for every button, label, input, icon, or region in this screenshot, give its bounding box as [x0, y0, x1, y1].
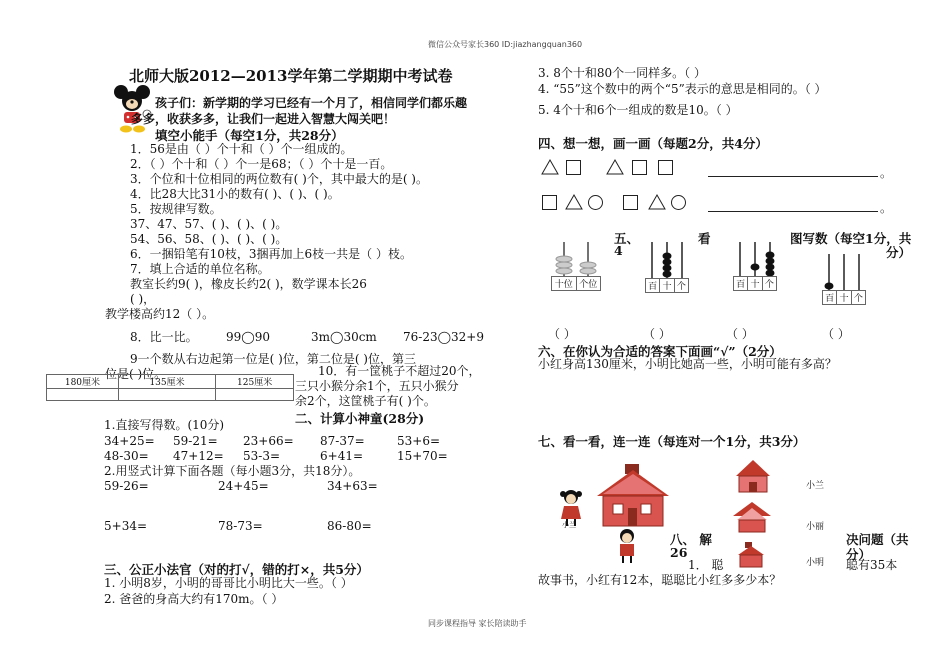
abacus-answer-1[interactable]: （ ） — [548, 327, 576, 341]
q5-row-1: 37、47、57、( )、( )、( )。 — [130, 217, 288, 231]
place-label: 十 — [837, 291, 851, 305]
place-label: 十 — [748, 277, 762, 291]
tent-house-illustration — [734, 458, 772, 494]
abacus-answer-2[interactable]: （ ） — [643, 327, 671, 341]
calc-r4-2: 78-73= — [218, 519, 263, 533]
calc-r1-1: 34+25= — [104, 434, 155, 448]
q8-item-1: 99◯90 — [226, 330, 270, 344]
place-label: 个 — [851, 291, 865, 305]
section5-heading-b: 看 — [698, 231, 711, 246]
abacus-2 — [645, 240, 689, 280]
square-icon — [623, 195, 638, 210]
abacus-1 — [551, 240, 601, 278]
intro-line-1: 孩子们：新学期的学习已经有一个月了，相信同学们都乐趣 — [155, 96, 468, 110]
calc-r1-3: 23+66= — [243, 434, 294, 448]
name-label-2: 小丽 — [806, 522, 825, 532]
place-label: 十位 — [552, 277, 577, 291]
q4-line: 4．比28大比31小的数有( )、( )、( )。 — [130, 187, 340, 201]
calc-r1-4: 87-37= — [320, 434, 365, 448]
calc-r3-2: 24+45= — [218, 479, 269, 493]
abacus-1-labels — [551, 276, 601, 291]
height-answer-3[interactable] — [216, 389, 294, 401]
section6-question: 小红身高130厘米，小明比她高一些，小明可能有多高？ — [538, 357, 837, 371]
q8-label: 8．比一比。 — [130, 330, 198, 344]
section8-q1-b: 聪有35本 — [846, 558, 898, 572]
q3-line: 3．个位和十位相同的两位数有( )个，其中最大的是( )。 — [130, 172, 428, 186]
q7-line: 7．填上合适的单位名称。 — [130, 262, 270, 276]
abacus-2-labels — [645, 278, 689, 293]
section8-heading-d: 分） — [846, 547, 872, 562]
height-answer-2[interactable] — [118, 389, 215, 401]
section3-heading: 三、公正小法官（对的打√，错的打×，共5分） — [104, 562, 369, 577]
height-option-3: 125厘米 — [216, 375, 294, 389]
calc-r2-3: 53-3= — [243, 449, 281, 463]
boy-illustration — [612, 528, 642, 564]
intro-line-2: 多多，收获多多，让我们一起进入智慧大闯关吧！ — [131, 112, 396, 126]
q10-line-3: 余2个，这筐桃子有( )个。 — [295, 394, 436, 408]
square-icon — [632, 160, 647, 175]
calc-r2-2: 47+12= — [173, 449, 224, 463]
section5-heading-a: 五、 — [614, 231, 640, 246]
section5-heading-e: 分） — [886, 245, 912, 260]
triangle-icon — [606, 159, 624, 175]
q7-row-2: ( )， — [130, 292, 156, 306]
judge-5: 5. 4个十和6个一组成的数是10。（ ） — [538, 103, 738, 117]
q8-item-3: 76-23◯32+9 — [403, 330, 484, 344]
row2-end: 。 — [880, 201, 893, 215]
abacus-4 — [822, 252, 866, 292]
q5-line: 5．按规律写数。 — [130, 202, 222, 216]
height-option-2: 135厘米 — [118, 375, 215, 389]
q10-line-2: 三只小猴分余1个，五只小猴分 — [295, 379, 459, 393]
judge-2: 2. 爸爸的身高大约有170m。（ ） — [104, 592, 284, 606]
triangle-icon — [541, 159, 559, 175]
place-label: 个位 — [576, 277, 601, 291]
abacus-4-labels — [822, 290, 866, 305]
abacus-3-labels — [733, 276, 777, 291]
section8-heading-c: 26 — [670, 545, 688, 560]
square-icon — [566, 160, 581, 175]
name-label-1: 小兰 — [806, 481, 825, 491]
judge-3: 3. 8个十和80个一同样多。（ ） — [538, 66, 706, 80]
calc-r2-5: 15+70= — [397, 449, 448, 463]
calc-sub1: 1.直接写得数。(10分) — [104, 418, 225, 432]
section5-heading-c: 图写数（每空1分，共 — [790, 231, 912, 246]
q8-item-2: 3m◯30cm — [311, 330, 377, 344]
judge-4: 4. “55”这个数中的两个“5”表示的意思是相同的。（ ） — [538, 82, 827, 96]
calc-r2-1: 48-30= — [104, 449, 149, 463]
square-icon — [542, 195, 557, 210]
place-label: 百 — [823, 291, 837, 305]
calc-sub2: 2.用竖式计算下面各题（每小题3分，共18分）。 — [104, 464, 361, 478]
judge-1: 1. 小明8岁，小明的哥哥比小明比大一些。（ ） — [104, 576, 353, 590]
answer-line[interactable] — [708, 176, 878, 177]
section8-q1-c: 故事书，小红有12本，聪聪比小红多多少本？ — [538, 573, 782, 587]
girl-label: 小兰 — [562, 521, 576, 529]
heights-table — [46, 374, 294, 401]
abacus-3 — [733, 240, 777, 278]
small-building-illustration — [737, 542, 765, 568]
calc-r1-5: 53+6= — [397, 434, 441, 448]
abacus-answer-4[interactable]: （ ） — [822, 327, 850, 341]
section5-heading-d: 4 — [614, 243, 623, 258]
q7-row-1: 教室长约9( )，橡皮长约2( )，数学课本长26 — [130, 277, 367, 291]
calc-r1-2: 59-21= — [173, 434, 218, 448]
row1-end: 。 — [880, 166, 893, 180]
q9-line-1: 9一个数从右边起第一位是( )位，第二位是( )位，第三 — [130, 352, 416, 366]
roof-house-illustration — [731, 500, 773, 534]
q9-line-2: 位是( )位。 — [105, 367, 167, 381]
height-answer-1[interactable] — [47, 389, 119, 401]
square-icon — [658, 160, 673, 175]
page-title: 北师大版2012—2013学年第二学期期中考试卷 — [129, 67, 453, 85]
q10-line-1: 10．有一筐桃子不超过20个， — [318, 364, 481, 378]
calc-r3-3: 34+63= — [327, 479, 378, 493]
height-option-1: 180厘米 — [47, 375, 119, 389]
footer-note: 同步课程指导 家长陪读助手 — [428, 619, 527, 628]
circle-icon — [588, 195, 603, 210]
triangle-icon — [648, 194, 666, 210]
q2-line: 2．（ ）个十和（ ）个一是68；（ ）个十是一百。 — [130, 157, 393, 171]
q5-row-2: 54、56、58、( )、( )、( )。 — [130, 232, 288, 246]
place-label: 个 — [674, 279, 688, 293]
section1-heading: 填空小能手（每空1分，共28分） — [155, 128, 344, 143]
section4-heading: 四、想一想，画一画（每题2分，共4分） — [538, 136, 768, 151]
section6-heading: 六、在你认为合适的答案下面画“√”（2分） — [538, 344, 782, 359]
section8-q1-a: 1． 聪 — [688, 558, 724, 572]
q7-row-3: 教学楼高约12（ ）。 — [105, 307, 215, 321]
house-illustration — [597, 464, 669, 528]
header-note: 微信公众号家长360 ID:jiazhangquan360 — [428, 40, 583, 49]
place-label: 百 — [646, 279, 660, 293]
calc-r2-4: 6+41= — [320, 449, 364, 463]
calc-r4-1: 5+34= — [104, 519, 148, 533]
abacus-answer-3[interactable]: （ ） — [726, 327, 754, 341]
section8-heading-a: 八、 解 — [670, 532, 712, 547]
calc-r3-1: 59-26= — [104, 479, 149, 493]
section8-heading-b: 决问题（共 — [846, 532, 909, 547]
q6-line: 6．一捆铅笔有10枝，3捆再加上6枝一共是（ ）枝。 — [130, 247, 412, 261]
section2-heading: 二、计算小神童(28分) — [295, 411, 425, 426]
circle-icon — [671, 195, 686, 210]
q1-line: 1．56是由（ ）个十和（ ）个一组成的。 — [130, 142, 353, 156]
calc-r4-3: 86-80= — [327, 519, 372, 533]
place-label: 十 — [660, 279, 674, 293]
place-label: 个 — [762, 277, 776, 291]
answer-line[interactable] — [708, 211, 878, 212]
triangle-icon — [565, 194, 583, 210]
place-label: 百 — [734, 277, 748, 291]
name-label-3: 小明 — [806, 558, 825, 568]
section7-heading: 七、看一看，连一连（每连对一个1分，共3分） — [538, 434, 806, 449]
